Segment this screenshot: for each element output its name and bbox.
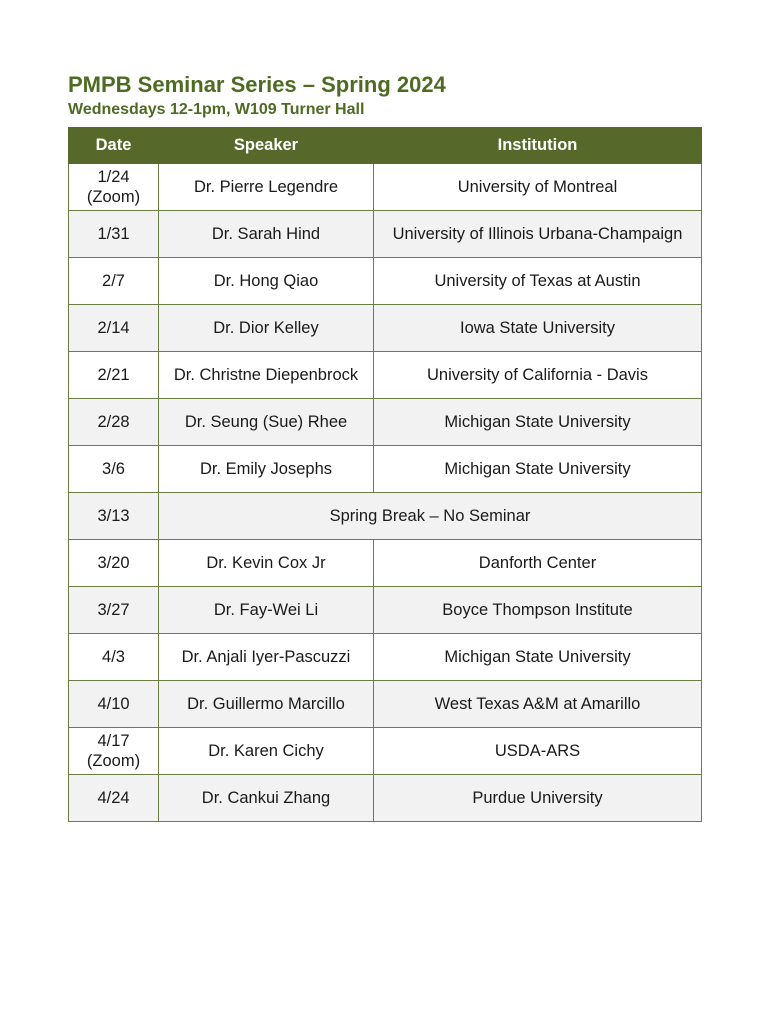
table-row xyxy=(69,446,702,493)
date-cell: 3/27 xyxy=(69,587,159,634)
table-row xyxy=(69,493,702,540)
date-note: (Zoom) xyxy=(86,752,141,770)
speaker-cell: Dr. Hong Qiao xyxy=(159,258,374,305)
speaker-cell: Dr. Christne Diepenbrock xyxy=(159,352,374,399)
institution-cell: Michigan State University xyxy=(374,634,702,681)
date-value: 1/24 xyxy=(97,168,130,186)
column-header-date: Date xyxy=(69,128,159,164)
table-row xyxy=(69,775,702,822)
institution-cell: West Texas A&M at Amarillo xyxy=(374,681,702,728)
table-row xyxy=(69,305,702,352)
spring-break-cell: Spring Break – No Seminar xyxy=(159,493,702,540)
table-row xyxy=(69,399,702,446)
table-row xyxy=(69,258,702,305)
date-cell: 4/24 xyxy=(69,775,159,822)
table-row xyxy=(69,587,702,634)
table-row xyxy=(69,352,702,399)
speaker-cell: Dr. Karen Cichy xyxy=(159,728,374,775)
date-cell xyxy=(69,728,159,775)
date-cell: 2/7 xyxy=(69,258,159,305)
date-cell: 4/3 xyxy=(69,634,159,681)
table-row xyxy=(69,728,702,775)
table-row xyxy=(69,164,702,211)
date-cell: 3/20 xyxy=(69,540,159,587)
date-cell: 2/21 xyxy=(69,352,159,399)
date-cell: 2/28 xyxy=(69,399,159,446)
page-title: PMPB Seminar Series – Spring 2024 xyxy=(68,72,446,97)
institution-cell: Boyce Thompson Institute xyxy=(374,587,702,634)
institution-cell: Michigan State University xyxy=(374,399,702,446)
speaker-cell: Dr. Pierre Legendre xyxy=(159,164,374,211)
date-cell xyxy=(69,164,159,211)
speaker-cell: Dr. Dior Kelley xyxy=(159,305,374,352)
date-cell: 2/14 xyxy=(69,305,159,352)
date-cell: 1/31 xyxy=(69,211,159,258)
table-row xyxy=(69,681,702,728)
column-header-speaker: Speaker xyxy=(159,128,374,164)
table-row xyxy=(69,211,702,258)
seminar-schedule-table xyxy=(68,127,702,822)
institution-cell: University of California - Davis xyxy=(374,352,702,399)
table-header-row xyxy=(69,128,702,164)
speaker-cell: Dr. Sarah Hind xyxy=(159,211,374,258)
institution-cell: University of Montreal xyxy=(374,164,702,211)
institution-cell: Iowa State University xyxy=(374,305,702,352)
date-cell: 4/10 xyxy=(69,681,159,728)
speaker-cell: Dr. Guillermo Marcillo xyxy=(159,681,374,728)
table-row xyxy=(69,634,702,681)
speaker-cell: Dr. Emily Josephs xyxy=(159,446,374,493)
institution-cell: University of Texas at Austin xyxy=(374,258,702,305)
speaker-cell: Dr. Seung (Sue) Rhee xyxy=(159,399,374,446)
page-subtitle: Wednesdays 12-1pm, W109 Turner Hall xyxy=(68,101,365,118)
institution-cell: Danforth Center xyxy=(374,540,702,587)
speaker-cell: Dr. Cankui Zhang xyxy=(159,775,374,822)
table-row xyxy=(69,540,702,587)
date-note: (Zoom) xyxy=(86,188,141,206)
date-cell: 3/6 xyxy=(69,446,159,493)
institution-cell: Purdue University xyxy=(374,775,702,822)
speaker-cell: Dr. Fay-Wei Li xyxy=(159,587,374,634)
column-header-institution: Institution xyxy=(374,128,702,164)
speaker-cell: Dr. Anjali Iyer-Pascuzzi xyxy=(159,634,374,681)
date-cell: 3/13 xyxy=(69,493,159,540)
speaker-cell: Dr. Kevin Cox Jr xyxy=(159,540,374,587)
institution-cell: University of Illinois Urbana-Champaign xyxy=(374,211,702,258)
institution-cell: USDA-ARS xyxy=(374,728,702,775)
date-value: 4/17 xyxy=(97,732,130,750)
institution-cell: Michigan State University xyxy=(374,446,702,493)
